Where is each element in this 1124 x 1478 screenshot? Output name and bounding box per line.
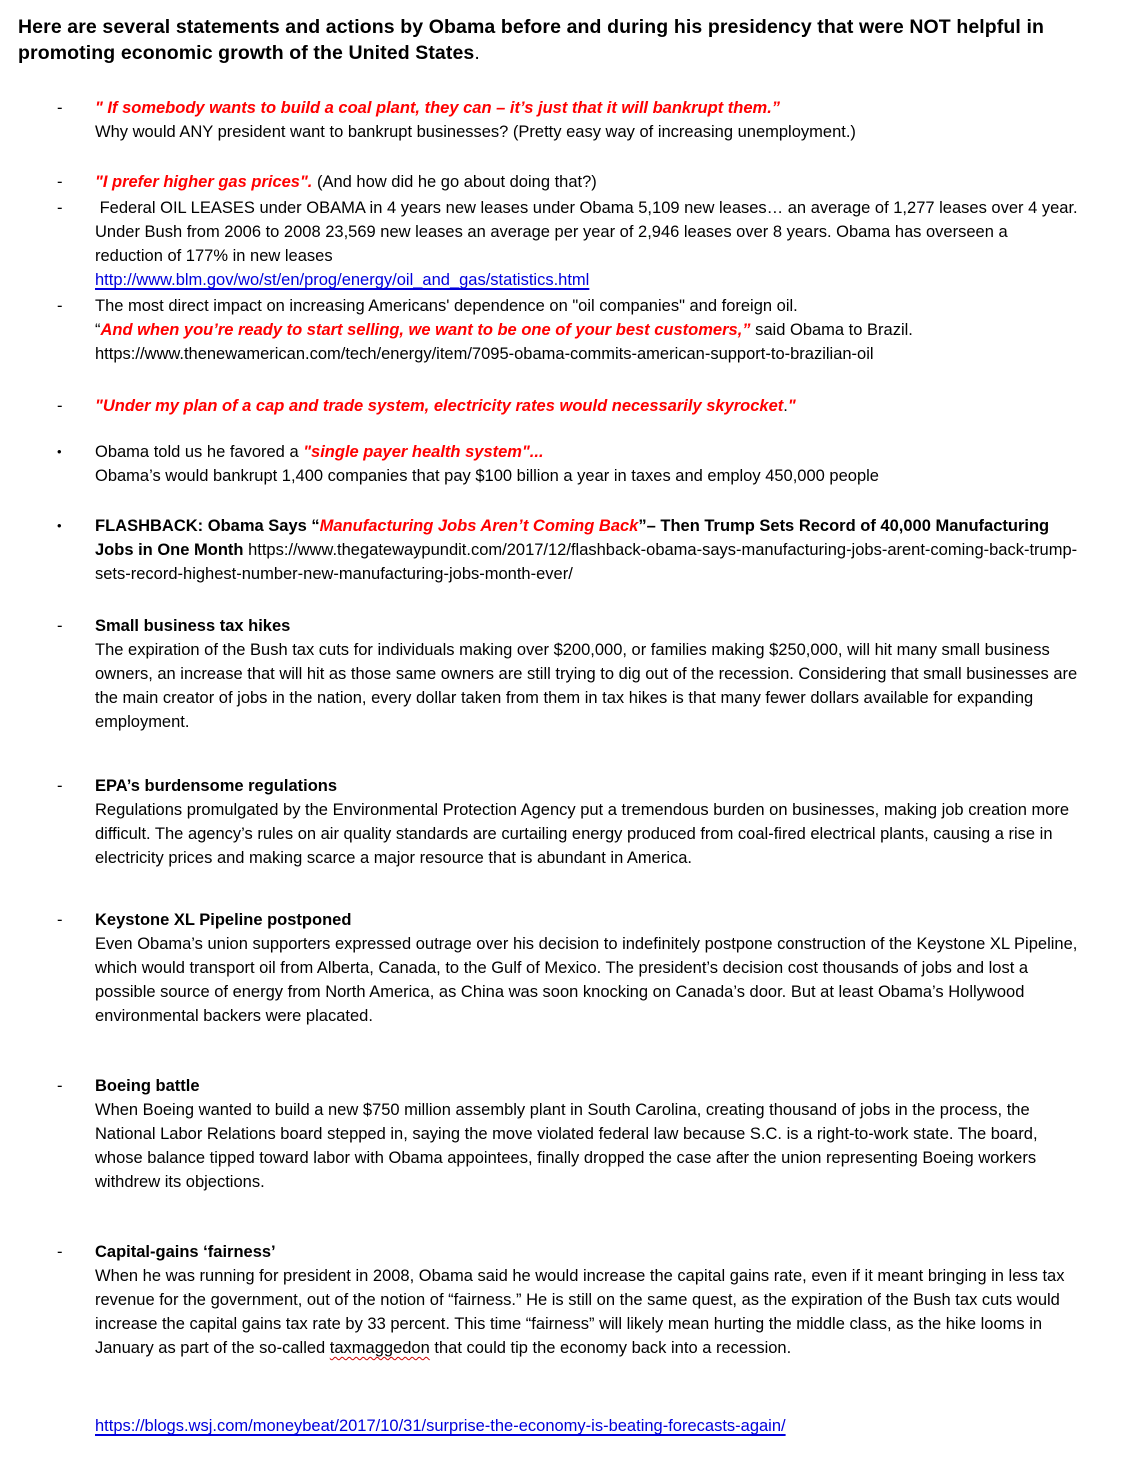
- text-segment: " If somebody wants to build a coal plant, they can – it’s just that it will bankrupt them.”: [95, 99, 781, 117]
- text-line: [95, 170, 1080, 194]
- text-line: [95, 294, 1080, 318]
- list-item-content: [95, 440, 1080, 488]
- list-item: [57, 1240, 1104, 1360]
- text-line: [95, 440, 1080, 464]
- dash-marker: -: [57, 1077, 63, 1095]
- wsj-moneybeat-link[interactable]: https://blogs.wsj.com/moneybeat/2017/10/31/surprise-the-economy-is-beating-forecasts-again/: [95, 1417, 786, 1435]
- list-item: [57, 294, 1104, 366]
- list-item: [57, 440, 1104, 488]
- list-item-content: [95, 614, 1080, 734]
- text-segment: When Boeing wanted to build a new $750 million assembly plant in South Carolina, creating thousand of jobs in the process, the National Labor Relations board stepped in, saying the move violated federal law because S.C. is a right-to-work state. The board, whose balance tipped toward labor with Obama appointees, finally dropped the case after the union representing Boeing workers withdrew its objections.: [95, 1101, 1038, 1191]
- text-line: [95, 1414, 1080, 1438]
- text-line: [95, 96, 1080, 120]
- text-segment: that could tip the economy back into a recession.: [429, 1339, 792, 1357]
- text-segment: ”– Then Trump Sets Record of 40,000 Manufacturing Jobs in One Month: [95, 517, 1050, 559]
- text-segment: Federal OIL LEASES under OBAMA in 4 years new leases under Obama 5,109 new leases… an average of 1,277 leases over 4 year. Under Bush from 2006 to 2008 23,569 new leases an average per year of 2,946 leases over 8 years. Obama has overseen a reduction of 177% in new leases: [95, 199, 1078, 265]
- text-segment: Keystone XL Pipeline postponed: [95, 911, 352, 929]
- no-marker: [57, 1414, 95, 1438]
- text-line: [95, 1098, 1080, 1194]
- text-line: [95, 1240, 1080, 1264]
- text-segment: Capital-gains ‘fairness’: [95, 1243, 276, 1261]
- list-item-content: [95, 1414, 1080, 1438]
- text-segment: ": [787, 397, 796, 415]
- bullet-marker: •: [57, 444, 62, 459]
- statement-list: [18, 96, 1104, 1438]
- dash-marker: -: [57, 777, 63, 795]
- list-item-content: [95, 1074, 1080, 1194]
- list-item-content: [95, 908, 1080, 1028]
- list-item-content: [95, 170, 1080, 194]
- text-segment: "Under my plan of a cap and trade system, electricity rates would necessarily skyrocket: [95, 397, 784, 415]
- list-item-content: [95, 1240, 1080, 1360]
- list-item-content: [95, 514, 1080, 586]
- text-segment: Why would ANY president want to bankrupt businesses? (Pretty easy way of increasing unemployment.): [95, 123, 856, 141]
- text-line: [95, 196, 1080, 268]
- text-line: [95, 514, 1080, 586]
- text-line: [95, 614, 1080, 638]
- list-item: [57, 170, 1104, 194]
- text-segment: Regulations promulgated by the Environmental Protection Agency put a tremendous burden on businesses, making job creation more difficult. The agency’s rules on air quality standards are curtailing energy produced from coal-fired electrical plants, causing a rise in electricity prices and making scarce a major resource that is abundant in America.: [95, 801, 1070, 867]
- text-segment: When he was running for president in 2008, Obama said he would increase the capital gains rate, even if it meant bringing in less tax revenue for the government, out of the notion of “fairness.” He is still on the same quest, as the expiration of the Bush tax cuts would increase the capital gains tax rate by 33 percent. This time “fairness” will likely mean hurting the middle class, as the hike looms in January as part of the so-called: [95, 1267, 1065, 1357]
- text-segment: And when you’re ready to start selling, we want to be one of your best customers,”: [100, 321, 751, 339]
- text-line: [95, 464, 1080, 488]
- list-item-content: [95, 96, 1080, 144]
- dash-marker: -: [57, 617, 63, 635]
- text-segment: .: [783, 397, 788, 415]
- bullet-marker: •: [57, 518, 62, 533]
- text-line: [95, 342, 1080, 366]
- list-item: [57, 394, 1104, 418]
- text-line: [95, 774, 1080, 798]
- text-segment: The most direct impact on increasing Americans' dependence on "oil companies" and foreign oil.: [95, 297, 798, 315]
- list-item: [57, 514, 1104, 586]
- text-segment: Manufacturing Jobs Aren’t Coming Back: [319, 517, 639, 535]
- dash-marker: -: [57, 199, 63, 217]
- list-item: [57, 614, 1104, 734]
- gatewaypundit-url-text: https://www.thegatewaypundit.com/2017/12/flashback-obama-says-manufacturing-jobs-arent-coming-back-trump-sets-record-highest-number-new-manufacturing-jobs-month-ever/: [95, 541, 1078, 583]
- dash-marker: -: [57, 397, 63, 415]
- thenewamerican-url-text: https://www.thenewamerican.com/tech/energy/item/7095-obama-commits-american-support-to-brazilian-oil: [95, 345, 874, 363]
- text-segment: said Obama to Brazil.: [750, 321, 913, 339]
- list-item: [57, 96, 1104, 144]
- text-segment: FLASHBACK: Obama Says “: [95, 517, 320, 535]
- text-line: [95, 932, 1080, 1028]
- text-segment: The expiration of the Bush tax cuts for individuals making over $200,000, or families making $250,000, will hit many small business owners, an increase that will hit as those same owners are still trying to dig out of the recession. Considering that small businesses are the main creator of jobs in the nation, every dollar taken from them in tax hikes is that many fewer dollars available for expanding employment.: [95, 641, 1078, 731]
- text-segment: Even Obama’s union supporters expressed outrage over his decision to indefinitely postpone construction of the Keystone XL Pipeline, which would transport oil from Alberta, Canada, to the Gulf of Mexico. The president’s decision cost thousands of jobs and lost a possible source of energy from North America, as China was soon knocking on Canada’s door. But at least Obama’s Hollywood environmental backers were placated.: [95, 935, 1078, 1025]
- text-segment: (And how did he go about doing that?): [312, 173, 597, 191]
- blm-statistics-link[interactable]: http://www.blm.gov/wo/st/en/prog/energy/oil_and_gas/statistics.html: [95, 271, 590, 289]
- text-line: [95, 394, 1080, 418]
- dash-marker: -: [57, 911, 63, 929]
- list-item-content: [95, 294, 1080, 366]
- text-line: [95, 798, 1080, 870]
- list-item: [57, 774, 1104, 870]
- text-segment: Obama told us he favored a: [95, 443, 304, 461]
- text-line: [95, 120, 1080, 144]
- text-segment: "I prefer higher gas prices".: [95, 173, 313, 191]
- text-line: [95, 1074, 1080, 1098]
- list-item: [57, 1414, 1104, 1438]
- text-segment: Small business tax hikes: [95, 617, 291, 635]
- text-line: [95, 268, 1080, 292]
- dash-marker: -: [57, 173, 63, 191]
- misspelled-word: taxmaggedon: [329, 1339, 430, 1357]
- text-line: [95, 318, 1080, 342]
- list-item-content: [95, 196, 1080, 292]
- page-title: [18, 14, 1070, 66]
- page-title-text: Here are several statements and actions by Obama before and during his presidency that were NOT helpful in promoting economic growth of the United States: [18, 16, 1044, 64]
- dash-marker: -: [57, 1243, 63, 1261]
- text-segment: "single payer health system"...: [303, 443, 544, 461]
- text-line: [95, 638, 1080, 734]
- list-item: [57, 196, 1104, 292]
- list-item: [57, 908, 1104, 1028]
- text-segment: “: [95, 321, 101, 339]
- text-line: [95, 908, 1080, 932]
- text-segment: Obama’s would bankrupt 1,400 companies that pay $100 billion a year in taxes and employ 450,000 people: [95, 467, 879, 485]
- dash-marker: -: [57, 99, 63, 117]
- list-item-content: [95, 394, 1080, 418]
- page-title-period: .: [474, 42, 480, 64]
- text-line: [95, 1264, 1080, 1360]
- text-segment: EPA’s burdensome regulations: [95, 777, 338, 795]
- list-item-content: [95, 774, 1080, 870]
- text-segment: Boeing battle: [95, 1077, 200, 1095]
- dash-marker: -: [57, 297, 63, 315]
- list-item: [57, 1074, 1104, 1194]
